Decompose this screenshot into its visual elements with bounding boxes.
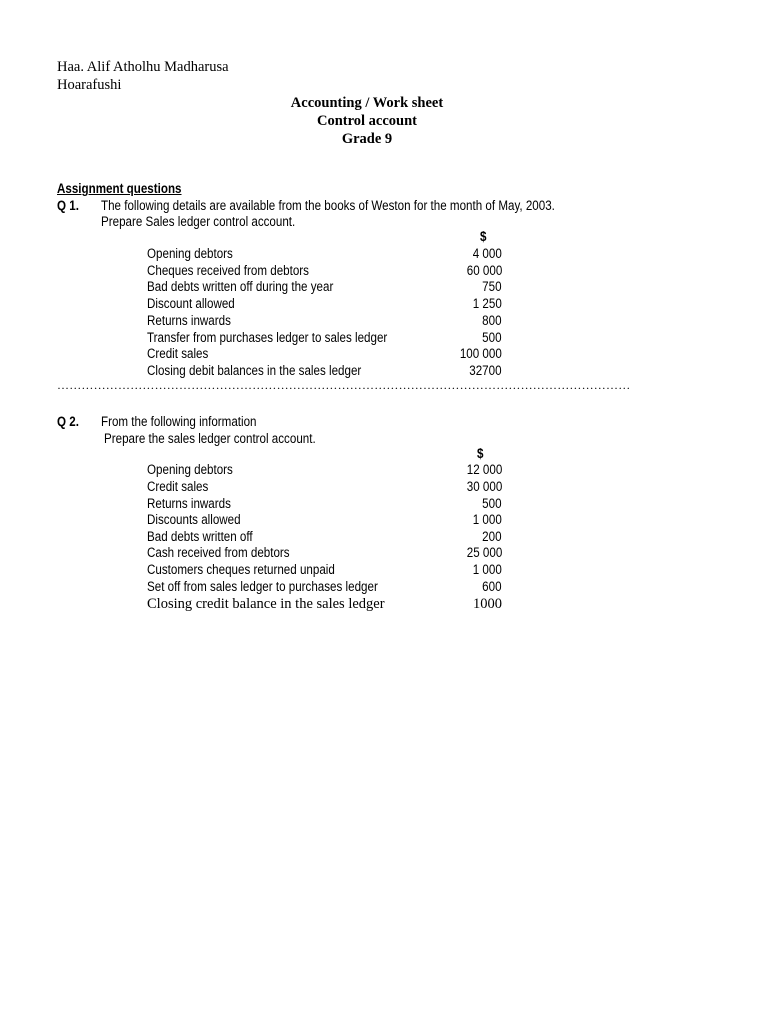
item-label: Cheques received from debtors [147, 263, 309, 278]
item-amount: 25 000 [466, 545, 502, 560]
item-label: Customers cheques returned unpaid [147, 562, 335, 577]
q1-currency-header: $ [480, 229, 487, 244]
worksheet-subtitle: Control account [316, 113, 418, 129]
list-item [147, 529, 502, 546]
q2-instruction-line2: Prepare the sales ledger control account. [104, 431, 316, 446]
item-amount: 1000 [473, 596, 502, 612]
item-label: Credit sales [147, 346, 209, 361]
item-label: Discounts allowed [147, 512, 241, 527]
list-item [147, 279, 502, 296]
school-location: Hoarafushi [57, 77, 122, 93]
q2-instruction-line1: From the following information [101, 414, 257, 429]
list-item [147, 579, 502, 596]
item-amount: 800 [482, 313, 502, 328]
list-item [147, 462, 502, 479]
item-amount: 1 250 [472, 296, 502, 311]
item-label: Set off from sales ledger to purchases ledger [147, 579, 378, 594]
worksheet-grade: Grade 9 [341, 131, 393, 147]
list-item [147, 296, 502, 313]
q1-number: Q 1. [57, 198, 79, 213]
separator-dotted-line: …………………………………………………………………………………………………………………………… [57, 378, 631, 392]
item-label: Returns inwards [147, 496, 231, 511]
list-item [147, 596, 502, 613]
list-item [147, 246, 502, 263]
q1-instruction-line2: Prepare Sales ledger control account. [101, 214, 296, 229]
item-label: Transfer from purchases ledger to sales ledger [147, 330, 388, 345]
item-label: Bad debts written off during the year [147, 279, 334, 294]
list-item [147, 346, 502, 363]
item-amount: 32700 [469, 363, 502, 378]
item-label: Cash received from debtors [147, 545, 290, 560]
item-amount: 500 [482, 330, 502, 345]
item-label: Opening debtors [147, 462, 233, 477]
section-heading: Assignment questions [57, 181, 182, 196]
list-item [147, 479, 502, 496]
worksheet-title: Accounting / Work sheet [290, 95, 444, 111]
item-amount: 12 000 [466, 462, 502, 477]
item-label: Bad debts written off [147, 529, 253, 544]
list-item [147, 263, 502, 280]
q2-number: Q 2. [57, 414, 79, 429]
item-amount: 750 [482, 279, 502, 294]
list-item [147, 313, 502, 330]
item-label: Returns inwards [147, 313, 231, 328]
item-amount: 600 [482, 579, 502, 594]
item-label: Credit sales [147, 479, 209, 494]
school-name: Haa. Alif Atholhu Madharusa [57, 59, 229, 75]
item-amount: 100 000 [460, 346, 502, 361]
item-label: Discount allowed [147, 296, 235, 311]
item-amount: 1 000 [472, 562, 502, 577]
item-label: Closing debit balances in the sales ledger [147, 363, 362, 378]
item-amount: 4 000 [472, 246, 502, 261]
list-item [147, 512, 502, 529]
q2-currency-header: $ [477, 446, 484, 461]
q1-instruction-line1: The following details are available from the books of Weston for the month of May, 2003. [101, 198, 555, 213]
item-amount: 60 000 [466, 263, 502, 278]
item-amount: 1 000 [472, 512, 502, 527]
list-item [147, 330, 502, 347]
list-item [147, 496, 502, 513]
item-amount: 500 [482, 496, 502, 511]
item-amount: 30 000 [466, 479, 502, 494]
item-amount: 200 [482, 529, 502, 544]
item-label: Opening debtors [147, 246, 233, 261]
list-item [147, 562, 502, 579]
item-label: Closing credit balance in the sales ledger [147, 596, 385, 612]
list-item [147, 545, 502, 562]
